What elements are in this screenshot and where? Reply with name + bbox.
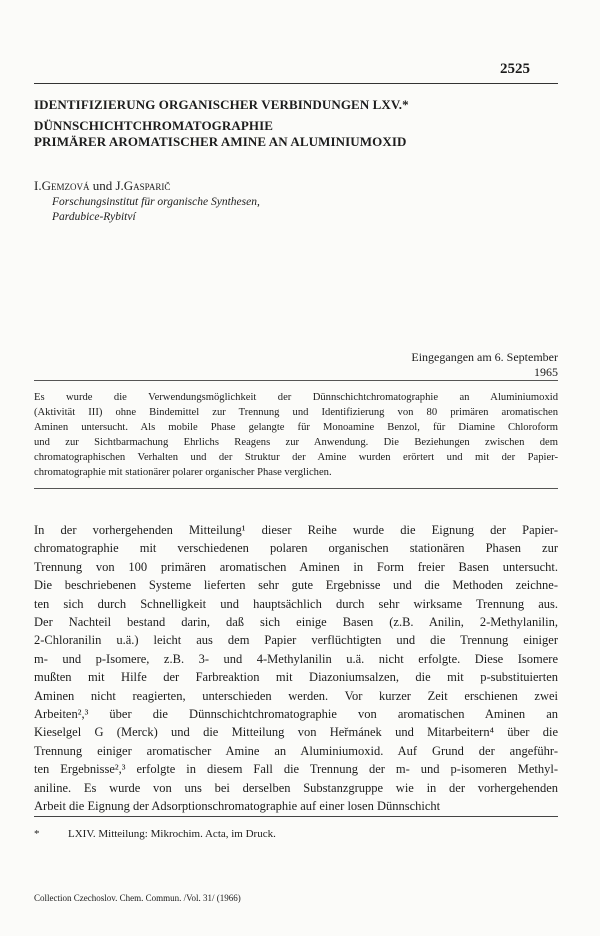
body-line: ten Ergebnisse²,³ erfolgte in diesem Fall die Trennung der m- und p-isomeren Methyl- <box>34 762 558 777</box>
body-text <box>34 521 558 816</box>
abstract-line: Es wurde die Verwendungsmöglichkeit der Dünnschichtchromatographie an Aluminiumoxid <box>34 392 558 403</box>
paper-title-line-2: DÜNNSCHICHTCHROMATOGRAPHIE <box>34 118 274 133</box>
abstract-line: und zur Sichtbarmachung Ehrlichs Reagens zur Anwendung. Die Beziehungen zwischen dem <box>34 437 558 448</box>
footnote-marker: * <box>34 828 40 840</box>
abstract-line: chromatographischen Verhalten und der Struktur der Amine wurden erörtert und mit der Papier- <box>34 452 558 463</box>
author-gemzova: I.Gemzová <box>34 178 90 193</box>
body-line: Trennung von 100 primären aromatischen Aminen in Form freier Basen untersucht. <box>34 559 558 574</box>
body-line: Aminen nicht reagierten, unterschieden werden. Vor kurzer Zeit erschienen zwei <box>34 688 558 703</box>
abstract-line: (Aktivität III) ohne Bindemittel zur Trennung und Identifizierung von 80 primären aromatischen <box>34 407 558 418</box>
affiliation-line-1: Forschungsinstitut für organische Synthesen, <box>52 196 260 208</box>
footnote-text: LXIV. Mitteilung: Mikrochim. Acta, im Druck. <box>68 828 276 840</box>
body-line: ten sich durch Schnelligkeit und hauptsächlich durch sehr wirksame Trennung aus. <box>34 596 558 611</box>
author-gasparic: J.Gasparič <box>115 178 171 193</box>
body-line: In der vorhergehenden Mitteilung¹ dieser Reihe wurde die Eignung der Papier- <box>34 523 558 537</box>
body-line: Trennung einiger aromatischer Amine an Aluminiumoxid. Auf Grund der angeführ- <box>34 743 558 758</box>
body-line: aniline. Es wurde von uns bei derselben Substanzgruppe wie in der vorhergehenden <box>34 780 558 795</box>
body-line: Der Nachteil bestand darin, daß sich einige Basen (z.B. Anilin, 2-Methylanilin, <box>34 615 558 630</box>
affiliation-line-2: Pardubice-Rybitví <box>52 211 136 223</box>
body-line: 2-Chloranilin u.ä.) leicht aus dem Papier verflüchtigten und die Trennung einiger <box>34 633 558 648</box>
body-line: Die beschriebenen Systeme lieferten sehr gute Ergebnisse und die Methoden zeichne- <box>34 578 558 593</box>
body-line: mußten mit Hilfe der Farbreaktion mit Diazoniumsalzen, die mit p-substituierten <box>34 670 558 685</box>
body-line: chromatographie mit verschiedenen polaren organischen stationären Phasen zur <box>34 541 558 556</box>
footnote <box>34 828 276 840</box>
body-line: Arbeiten²,³ über die Dünnschichtchromatographie von aromatischen Aminen an <box>34 707 558 722</box>
paper-title-line-1: IDENTIFIZIERUNG ORGANISCHER VERBINDUNGEN LXV.* <box>34 97 409 112</box>
abstract-rule-bottom <box>34 488 558 489</box>
paper-title-line-3: PRIMÄRER AROMATISCHER AMINE AN ALUMINIUMOXID <box>34 134 407 149</box>
received-date: Eingegangen am 6. September 1965 <box>411 350 558 379</box>
abstract-line: chromatographie mit stationärer polarer organischer Phase verglichen. <box>34 467 332 478</box>
body-line: m- und p-Isomere, z.B. 3- und 4-Methylanilin u.ä. nicht erfolgte. Diese Isomere <box>34 651 558 666</box>
authors <box>34 178 170 194</box>
abstract-rule-top <box>34 380 558 381</box>
page-number: 2525 <box>500 61 530 77</box>
journal-footer: Collection Czechoslov. Chem. Commun. /Vol. 31/ (1966) <box>34 893 241 903</box>
body-line: Kieselgel G (Merck) und die Mitteilung von Heřmánek und Mitarbeitern⁴ über die <box>34 725 558 740</box>
abstract <box>34 390 558 480</box>
header-rule <box>34 83 558 84</box>
author-conjunction: und <box>92 178 113 193</box>
body-line: Arbeit die Eignung der Adsorptionschromatographie auf einer losen Dünnschicht <box>34 799 441 814</box>
abstract-line: Aminen untersucht. Als mobile Phase gelangte für Monoamine Benzol, für Diamine Chloroform <box>34 422 558 433</box>
footnote-rule <box>34 816 558 817</box>
